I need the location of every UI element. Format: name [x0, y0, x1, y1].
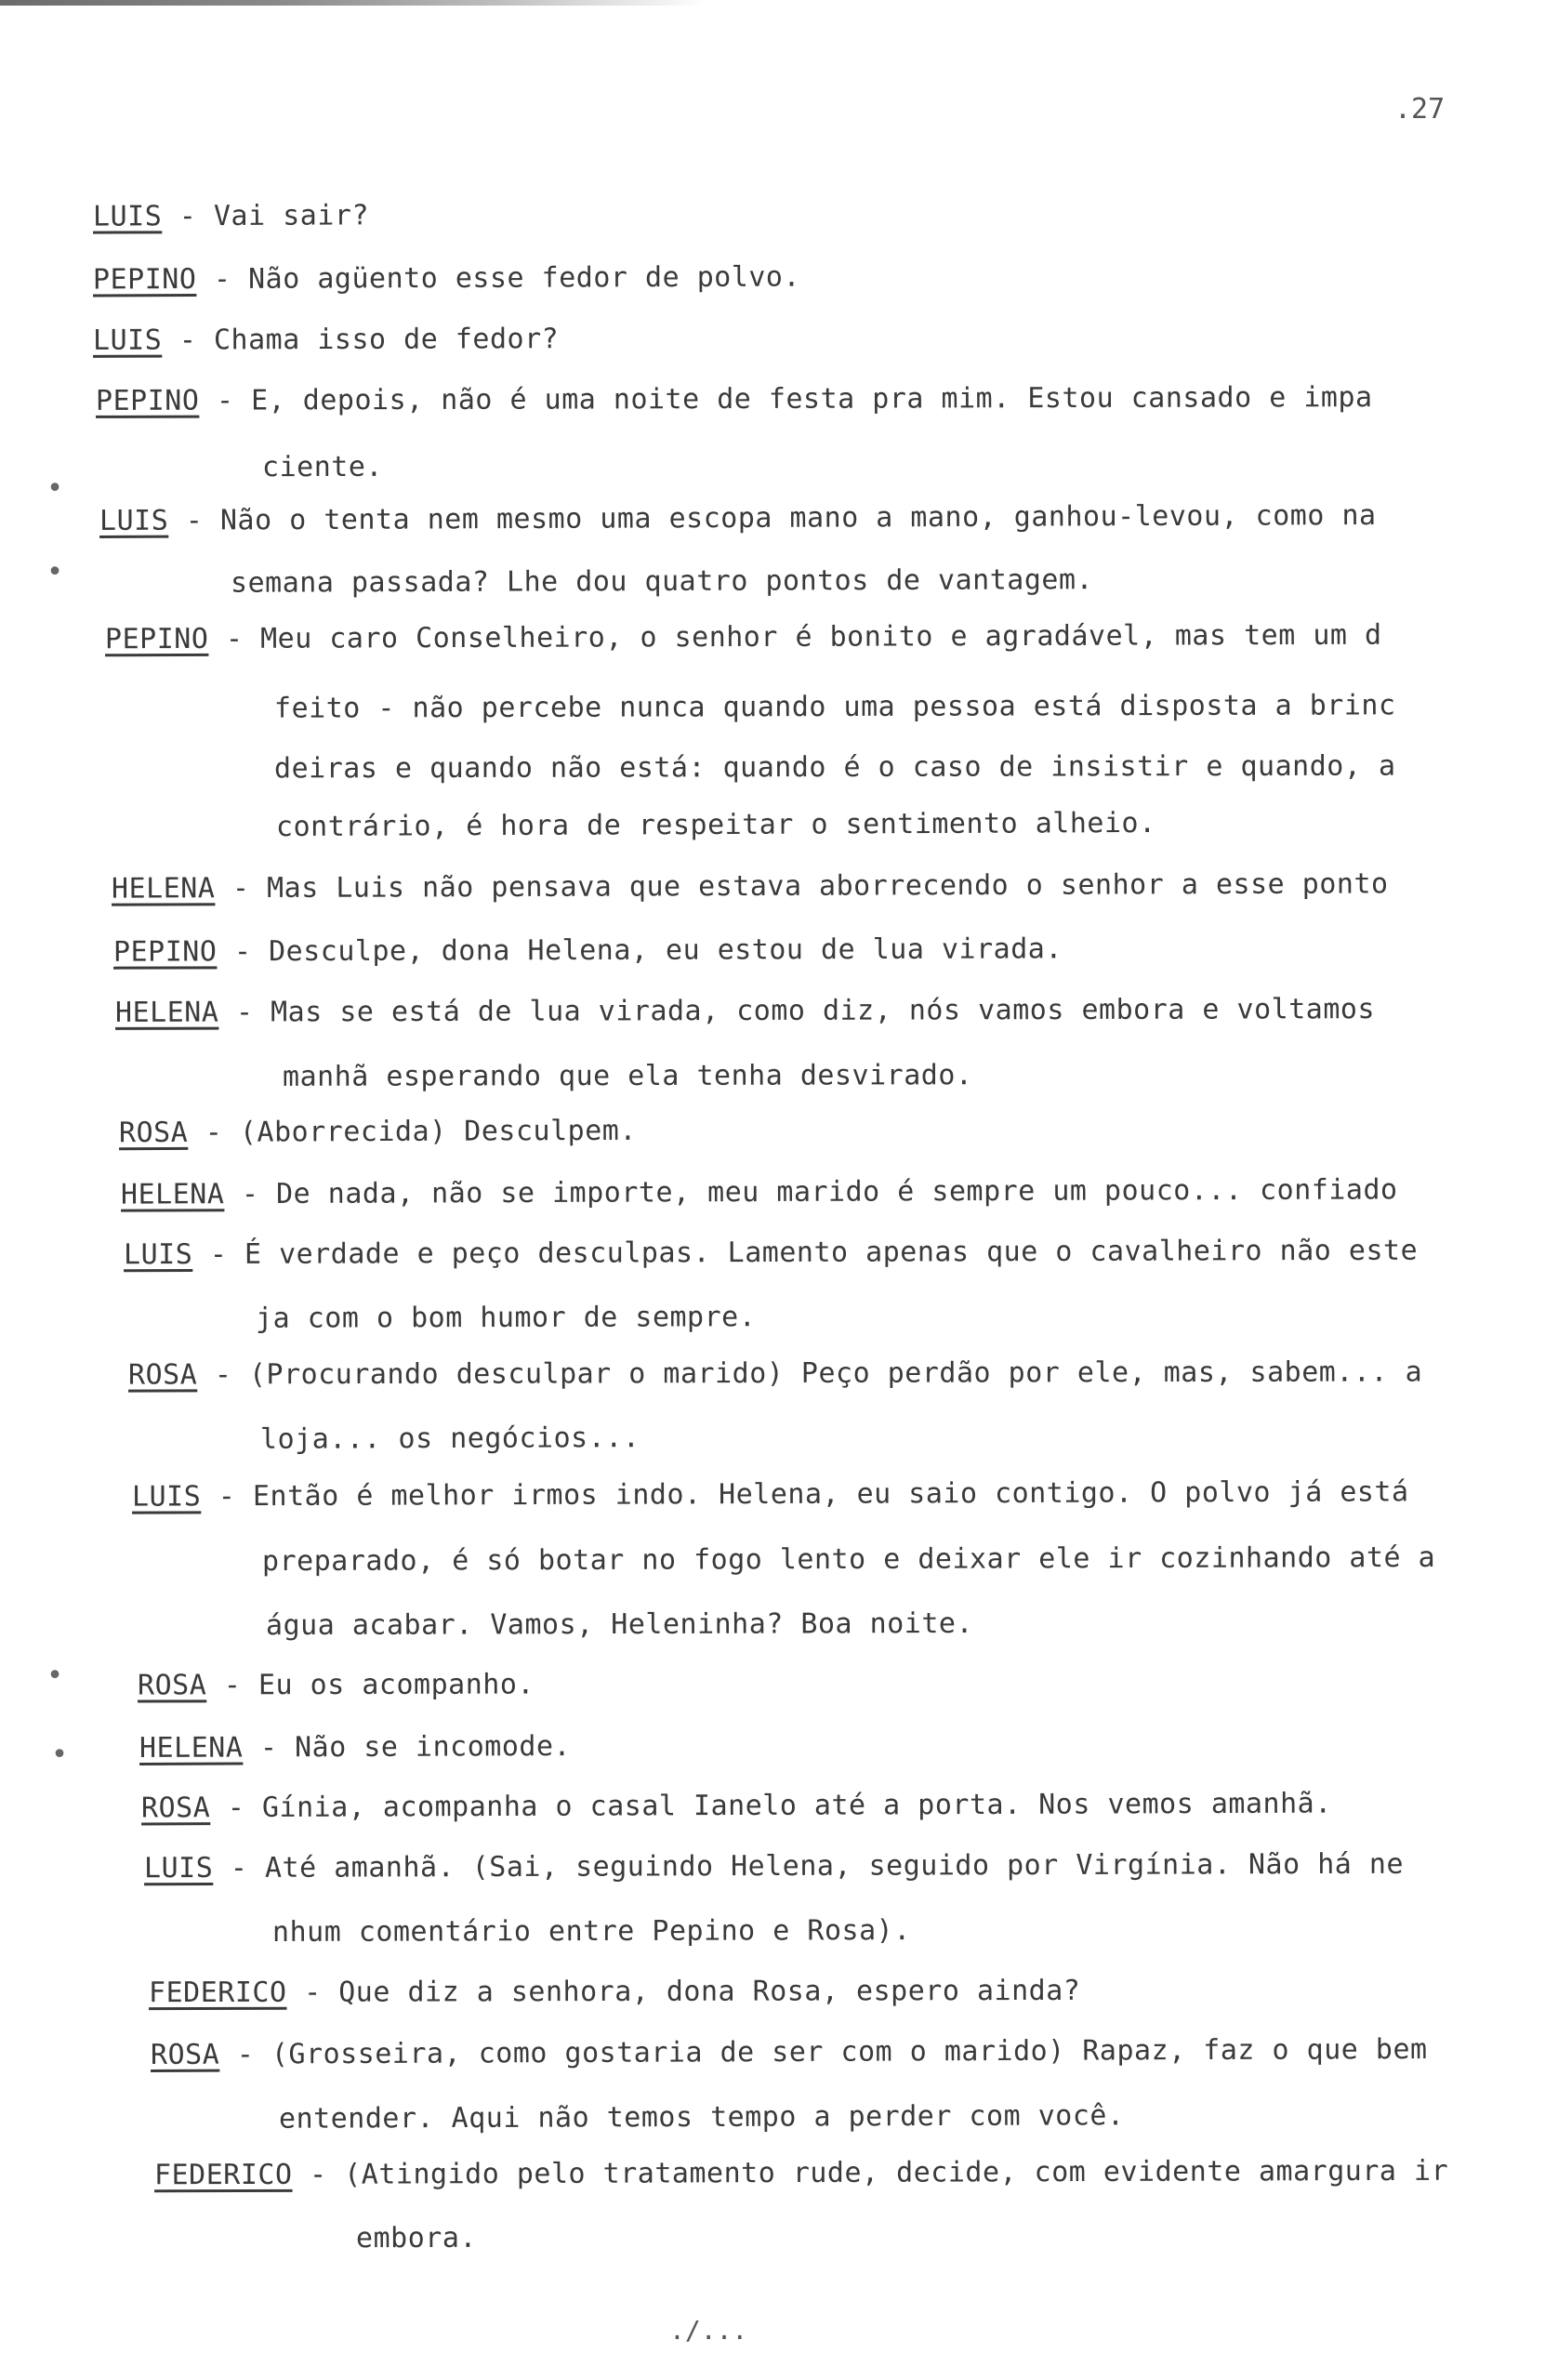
- dialogue-line: [144, 1848, 1404, 1885]
- line-text: manhã esperando que ela tenha desvirado.: [282, 1059, 973, 1093]
- dialogue-line: [105, 619, 1382, 657]
- speaker-name: PEPINO: [92, 263, 197, 297]
- speaker-name: ROSA: [137, 1669, 207, 1702]
- line-text: - De nada, não se importe, meu marido é sempre um pouco... confiado: [224, 1173, 1398, 1211]
- line-text: feito - não percebe nunca quando uma pessoa está disposta a brinc: [273, 689, 1396, 725]
- speaker-name: ROSA: [127, 1358, 198, 1392]
- speaker-name: PEPINO: [104, 622, 209, 656]
- speaker-name: LUIS: [92, 200, 163, 233]
- speaker-name: HELENA: [139, 1731, 244, 1765]
- line-text: preparado, é só botar no fogo lento e deixar ele ir cozinhando até a: [261, 1540, 1436, 1579]
- line-text: - Que diz a senhora, dona Rosa, espero ainda?: [286, 1974, 1081, 2009]
- dialogue-line: [138, 1669, 535, 1703]
- line-text: nhum comentário entre Pepino e Rosa).: [271, 1914, 911, 1949]
- speaker-name: ROSA: [150, 2038, 220, 2071]
- line-text: semana passada? Lhe dou quatro pontos de vantagem.: [230, 563, 1094, 600]
- line-text: - E, depois, não é uma noite de festa pra mim. Estou cansado e impa: [199, 381, 1373, 417]
- speaker-name: HELENA: [114, 996, 219, 1029]
- line-text: - Não agüento esse fedor de polvo.: [196, 260, 801, 297]
- dialogue-continuation: [272, 1914, 911, 1950]
- speaker-name: LUIS: [92, 324, 163, 357]
- dialogue-line: [93, 261, 800, 298]
- line-text: - Gínia, acompanha o casal Ianelo até a porta. Nos vemos amanhã.: [210, 1787, 1332, 1825]
- page-number: .27: [1394, 93, 1446, 126]
- line-text: - (Atingido pelo tratamento rude, decide, com evidente amargura ir: [292, 2154, 1449, 2191]
- speaker-name: HELENA: [120, 1178, 225, 1211]
- speaker-name: ROSA: [140, 1792, 211, 1825]
- line-text: - Desculpe, dona Helena, eu estou de lua virada.: [217, 932, 1063, 969]
- speaker-name: ROSA: [118, 1116, 189, 1150]
- margin-dot: •: [51, 1739, 69, 1771]
- dialogue-continuation: [231, 563, 1093, 601]
- line-text: - Não o tenta nem mesmo uma escopa mano a mano, ganhou-levou, como na: [168, 499, 1377, 537]
- dialogue-line: [115, 993, 1375, 1030]
- dialogue-continuation: [262, 451, 383, 484]
- margin-dot: •: [46, 472, 64, 505]
- line-text: embora.: [355, 2221, 477, 2255]
- dialogue-continuation: [283, 1059, 973, 1094]
- dialogue-continuation: [262, 1541, 1435, 1579]
- margin-dot: •: [46, 1659, 64, 1692]
- margin-dot: •: [46, 556, 64, 588]
- line-text: - Mas se está de lua virada, como diz, nós vamos embora e voltamos: [218, 993, 1376, 1029]
- dialogue-line: [139, 1730, 571, 1765]
- dialogue-line: [96, 381, 1373, 418]
- dialogue-line: [124, 1235, 1418, 1273]
- dialogue-line: [113, 932, 1063, 969]
- dialogue-line: [99, 499, 1377, 538]
- dialogue-continuation: [260, 1421, 640, 1457]
- dialogue-line: [154, 2155, 1448, 2193]
- dialogue-continuation: [276, 807, 1156, 844]
- line-text: - É verdade e peço desculpas. Lamento apenas que o cavalheiro não este: [192, 1234, 1419, 1272]
- scan-top-edge: [0, 0, 706, 6]
- line-text: - Não se incomode.: [243, 1729, 572, 1765]
- line-text: - Eu os acompanho.: [206, 1668, 535, 1702]
- dialogue-line: [141, 1788, 1332, 1826]
- continuation-mark: ./...: [669, 2315, 748, 2346]
- line-text: contrário, é hora de respeitar o sentimento alheio.: [275, 806, 1156, 844]
- dialogue-line: [119, 1115, 637, 1150]
- line-text: - Até amanhã. (Sai, seguindo Helena, seguido por Virgínia. Não há ne: [213, 1847, 1405, 1885]
- speaker-name: LUIS: [99, 504, 169, 537]
- speaker-name: LUIS: [143, 1852, 214, 1885]
- speaker-name: FEDERICO: [153, 2158, 293, 2192]
- speaker-name: HELENA: [111, 872, 216, 906]
- line-text: ciente.: [261, 450, 383, 484]
- line-text: água acabar. Vamos, Heleninha? Boa noite.: [265, 1606, 974, 1643]
- dialogue-continuation: [274, 750, 1396, 787]
- line-text: - (Aborrecida) Desculpem.: [188, 1114, 637, 1149]
- line-text: - Chama isso de fedor?: [162, 323, 560, 357]
- line-text: loja... os negócios...: [259, 1421, 640, 1456]
- speaker-name: PEPINO: [112, 935, 218, 969]
- line-text: - (Procurando desculpar o marido) Peço perdão por ele, mas, sabem... a: [197, 1355, 1423, 1392]
- line-text: - Mas Luis não pensava que estava aborrecendo o senhor a esse ponto: [215, 867, 1389, 906]
- dialogue-line: [128, 1355, 1422, 1392]
- dialogue-line: [151, 2033, 1428, 2072]
- dialogue-line: [121, 1173, 1398, 1211]
- dialogue-continuation: [256, 1301, 756, 1336]
- line-text: entender. Aqui não temos tempo a perder com você.: [278, 2099, 1125, 2135]
- dialogue-continuation: [356, 2222, 477, 2255]
- speaker-name: LUIS: [123, 1238, 193, 1272]
- dialogue-continuation: [279, 2099, 1125, 2135]
- dialogue-line: [93, 199, 369, 233]
- speaker-name: PEPINO: [95, 384, 200, 417]
- dialogue-line: [132, 1475, 1409, 1514]
- dialogue-line: [93, 323, 559, 358]
- dialogue-continuation: [266, 1607, 973, 1643]
- line-text: - Meu caro Conselheiro, o senhor é bonito e agradável, mas tem um d: [208, 618, 1382, 655]
- line-text: deiras e quando não está: quando é o caso de insistir e quando, a: [273, 749, 1396, 786]
- dialogue-line: [112, 867, 1389, 906]
- line-text: - Então é melhor irmos indo. Helena, eu saio contigo. O polvo já está: [201, 1475, 1409, 1514]
- line-text: - Vai sair?: [162, 199, 370, 233]
- speaker-name: LUIS: [131, 1480, 202, 1514]
- line-text: - (Grosseira, como gostaria de ser com o marido) Rapaz, faz o que bem: [219, 2033, 1428, 2071]
- dialogue-line: [149, 1975, 1080, 2010]
- dialogue-continuation: [274, 689, 1396, 725]
- line-text: ja com o bom humor de sempre.: [255, 1301, 757, 1335]
- speaker-name: FEDERICO: [148, 1976, 287, 2010]
